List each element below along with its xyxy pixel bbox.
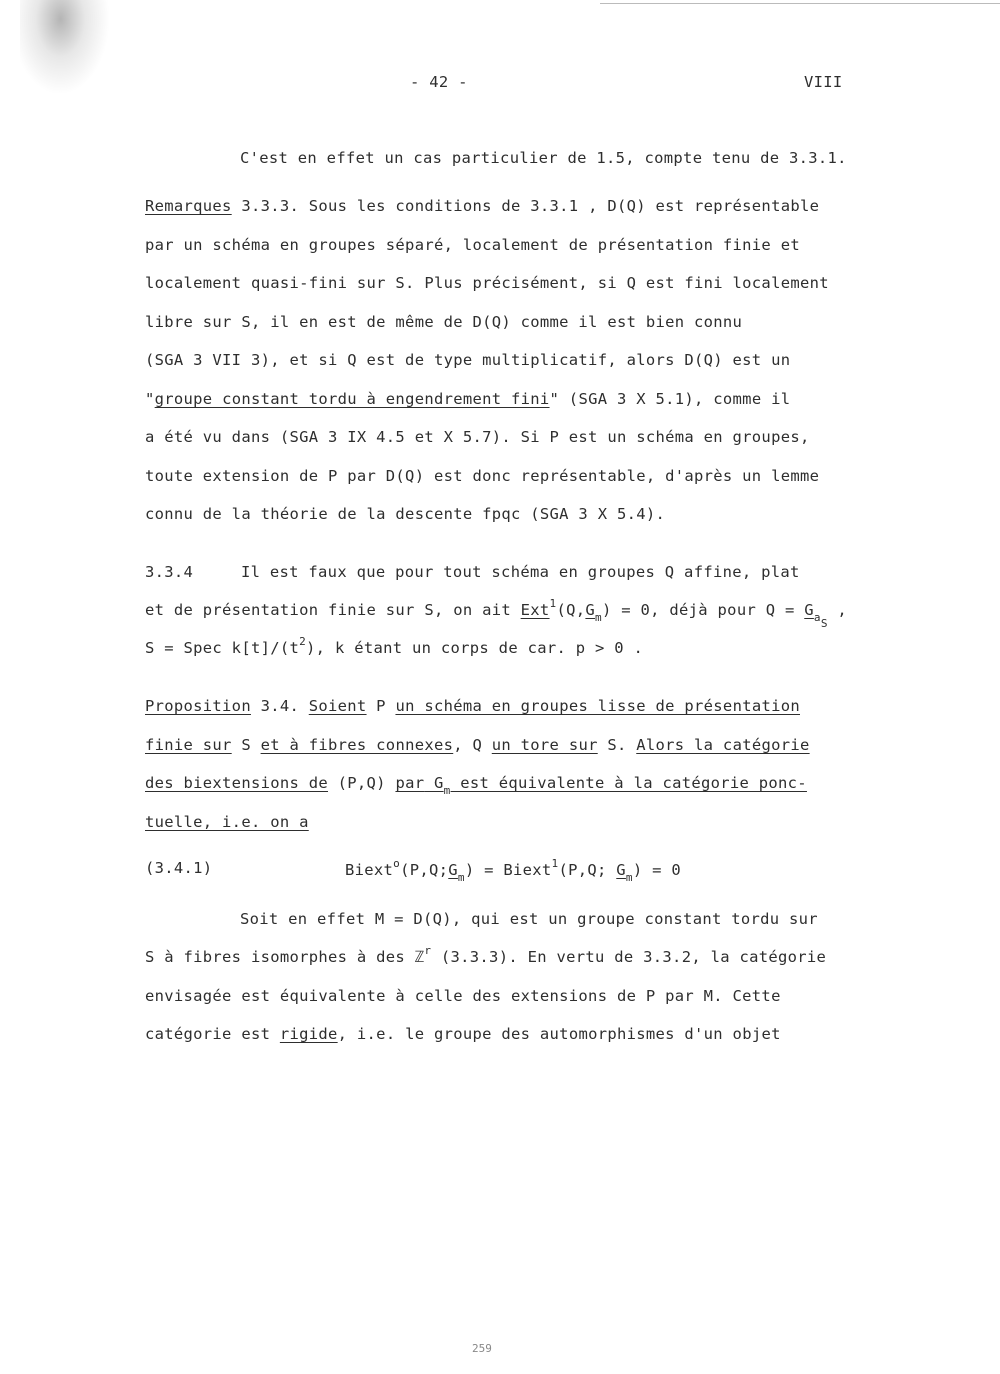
text-line: C'est en effet un cas particulier de 1.5, compte tenu de 3.3.1.	[240, 149, 847, 167]
text-line: S à fibres isomorphes à des ℤ$^r$ (3.3.3). En vertu de 3.3.2, la catégorie	[145, 944, 827, 966]
text-line: tuelle, i.e. on a	[145, 813, 309, 831]
equation: $Biext^o(P,Q;G_m)$ = Biext$^1$(P,Q; $G_m) = 0$	[345, 857, 682, 884]
text-line: localement quasi-fini sur S. Plus précisément, si Q est fini localement	[145, 274, 829, 292]
folio-number: 259	[472, 1342, 492, 1355]
text-line: a été vu dans (SGA 3 IX 4.5 et X 5.7). Si P est un schéma en groupes,	[145, 428, 810, 446]
text-line: libre sur S, il en est de même de D(Q) comme il est bien connu	[145, 313, 743, 331]
chapter-label: VIII	[804, 73, 843, 91]
text-line: Il est faux que pour tout schéma en groupes Q affine, plat	[241, 563, 800, 581]
text-line: catégorie est rigide, i.e. le groupe des automorphismes d'un objet	[145, 1025, 781, 1043]
proposition-line: Proposition 3.4. Soient P un schéma en groupes lisse de présentation	[145, 697, 800, 715]
text-line: S = Spec $k[t]/(t^2)$, k étant un corps de car. p > 0 .	[145, 635, 644, 657]
text-line: envisagée est équivalente à celle des extensions de P par M. Cette	[145, 987, 781, 1005]
text-line: finie sur S et à fibres connexes, Q un tore sur S. Alors la catégorie	[145, 736, 810, 754]
remarks-line: Remarques 3.3.3. Sous les conditions de 3.3.1 , D(Q) est représentable	[145, 197, 820, 215]
text-line: toute extension de P par D(Q) est donc représentable, d'après un lemme	[145, 467, 820, 485]
text-line: connu de la théorie de la descente fpqc (SGA 3 X 5.4).	[145, 505, 666, 523]
text-line: et de présentation finie sur S, on ait $Ext^1(Q,G_m) = 0$, déjà pour $Q = G_{aS}$ ,	[145, 597, 848, 630]
text-line: "groupe constant tordu à engendrement fini" (SGA 3 X 5.1), comme il	[145, 390, 791, 408]
scan-smudge	[20, 0, 110, 95]
remarks-heading: Remarques	[145, 197, 232, 215]
text-line: par un schéma en groupes séparé, localement de présentation finie et	[145, 236, 800, 254]
equation-label: (3.4.1)	[145, 859, 213, 877]
section-number: 3.3.4	[145, 563, 194, 581]
text-line: des biextensions de (P,Q) par $G_m$ est équivalente à la catégorie ponc-	[145, 774, 807, 797]
page-number: - 42 -	[410, 73, 468, 91]
text-line: Soit en effet M = D(Q), qui est un groupe constant tordu sur	[240, 910, 818, 928]
proposition-heading: Proposition	[145, 697, 251, 715]
scan-edge-line	[600, 3, 1000, 4]
text-line: (SGA 3 VII 3), et si Q est de type multiplicatif, alors D(Q) est un	[145, 351, 791, 369]
